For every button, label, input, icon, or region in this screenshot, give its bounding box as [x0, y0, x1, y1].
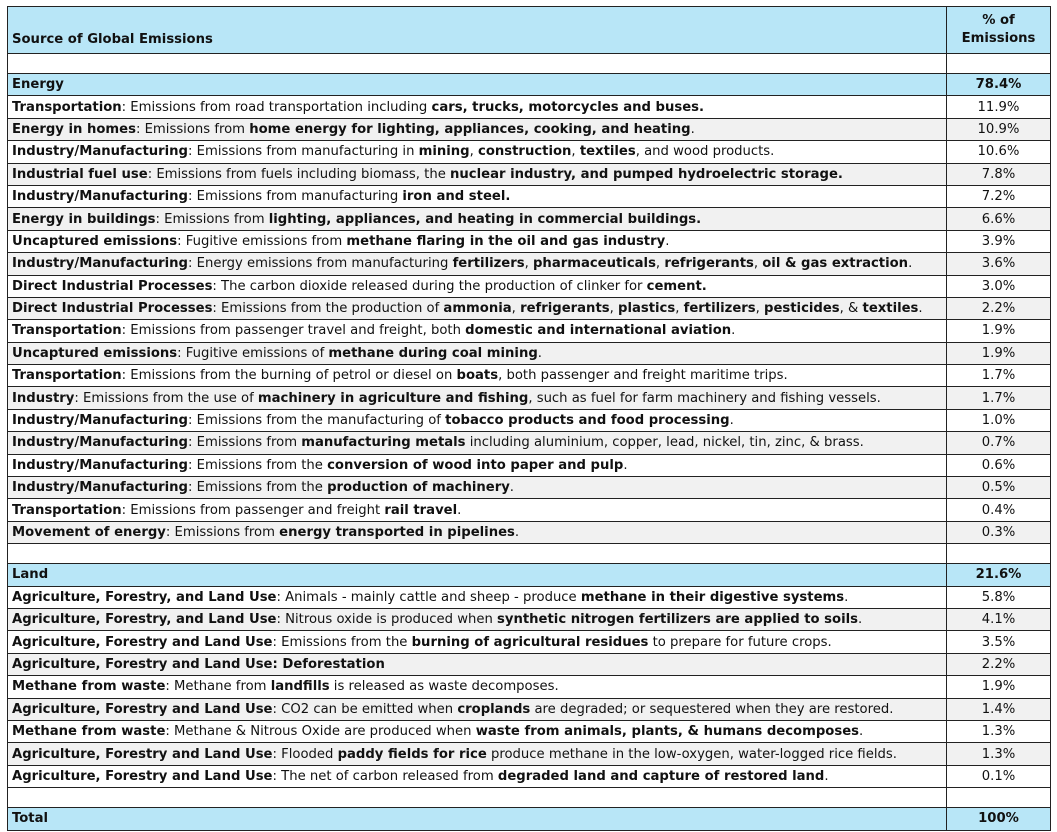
table-row	[8, 141, 1051, 163]
emission-percent-cell: 11.9%	[947, 96, 1051, 118]
emission-source-cell	[8, 698, 947, 720]
emission-source-cell	[8, 320, 947, 342]
total-value: 100%	[947, 808, 1051, 830]
source-text: , both passenger and freight maritime trips.	[498, 368, 788, 384]
source-bold-text: construction	[478, 144, 572, 160]
source-text: : Emissions from the	[188, 480, 328, 496]
table-row	[8, 521, 1051, 543]
source-bold-text: methane in their digestive systems	[580, 589, 845, 605]
source-bold-text: machinery in agriculture and fishing	[257, 390, 529, 406]
emission-source-cell	[8, 653, 947, 675]
table-row	[8, 253, 1051, 275]
emission-percent-cell: 1.9%	[947, 342, 1051, 364]
emission-source-cell	[8, 743, 947, 765]
source-text: , &	[839, 301, 863, 317]
total-row	[8, 808, 1051, 830]
emission-source-cell	[8, 141, 947, 163]
land-section-row	[8, 564, 1051, 586]
table-row	[8, 720, 1051, 742]
source-bold-text: Industry/Manufacturing	[12, 413, 188, 429]
source-bold-text: landfills	[270, 679, 330, 695]
source-text: : Methane from	[165, 679, 271, 695]
source-text: : Emissions from the	[272, 634, 412, 650]
source-text: : Animals - mainly cattle and sheep - produce	[276, 589, 581, 605]
source-bold-text: waste from animals, plants, & humans decomposes	[475, 724, 859, 740]
source-text: produce methane in the low-oxygen, water-logged rice fields.	[486, 746, 897, 762]
source-bold-text: mining	[418, 144, 470, 160]
source-bold-text: pharmaceuticals	[532, 256, 656, 272]
source-text: : Flooded	[272, 746, 338, 762]
source-text: : Emissions from the manufacturing of	[188, 413, 446, 429]
source-text: : Emissions from manufacturing in	[188, 144, 419, 160]
table-row	[8, 608, 1051, 630]
source-text: ,	[469, 144, 479, 160]
source-text: : Emissions from manufacturing	[188, 189, 403, 205]
source-bold-text: Industry/Manufacturing	[12, 144, 188, 160]
emission-source-cell	[8, 521, 947, 543]
source-text: ,	[524, 256, 533, 272]
source-bold-text: cars, trucks, motorcycles and buses.	[431, 99, 705, 115]
source-text: .	[857, 612, 863, 628]
source-bold-text: tobacco products and food processing	[445, 413, 730, 429]
source-bold-text: home energy for lighting, appliances, cooking, and heating	[249, 121, 691, 137]
source-text: : Energy emissions from manufacturing	[188, 256, 453, 272]
source-text: .	[729, 413, 734, 429]
emission-source-cell	[8, 499, 947, 521]
table-row	[8, 275, 1051, 297]
table-row	[8, 230, 1051, 252]
emission-source-cell	[8, 477, 947, 499]
source-bold-text: energy transported in pipelines	[279, 525, 515, 540]
source-bold-text: Energy in buildings	[12, 211, 156, 227]
energy-section-total: 78.4%	[947, 74, 1051, 96]
emission-percent-cell: 1.4%	[947, 698, 1051, 720]
emission-percent-cell: 4.1%	[947, 608, 1051, 630]
source-bold-text: refrigerants	[520, 301, 610, 317]
emission-percent-cell: 1.3%	[947, 743, 1051, 765]
source-bold-text: Direct Industrial Processes	[12, 278, 213, 294]
source-bold-text: Movement of energy	[12, 525, 166, 540]
emission-percent-cell: 1.3%	[947, 720, 1051, 742]
source-text: : CO2 can be emitted when	[272, 701, 458, 717]
source-bold-text: croplands	[457, 701, 531, 717]
emission-source-cell	[8, 297, 947, 319]
table-row	[8, 653, 1051, 675]
emission-percent-cell: 2.2%	[947, 653, 1051, 675]
source-bold-text: Transportation	[12, 502, 122, 518]
source-bold-text: methane flaring in the oil and gas industry	[346, 233, 666, 249]
table-row	[8, 118, 1051, 140]
emission-percent-cell: 6.6%	[947, 208, 1051, 230]
source-text: .	[623, 457, 628, 473]
source-bold-text: Methane from waste	[12, 724, 166, 740]
blank-row	[8, 544, 1051, 564]
source-text: : Emissions from	[155, 211, 269, 227]
source-bold-text: Industry/Manufacturing	[12, 256, 188, 272]
emission-percent-cell: 1.7%	[947, 365, 1051, 387]
source-bold-text: Agriculture, Forestry and Land Use	[12, 746, 273, 762]
source-bold-text: ammonia	[443, 301, 512, 317]
source-bold-text: Uncaptured emissions	[12, 345, 178, 361]
source-text: .	[665, 233, 670, 249]
source-bold-text: Methane from waste	[12, 679, 166, 695]
source-text: : Fugitive emissions from	[177, 233, 347, 249]
table-row	[8, 586, 1051, 608]
source-text: .	[824, 768, 829, 784]
source-bold-text: Agriculture, Forestry and Land Use	[12, 634, 273, 650]
source-bold-text: Transportation	[12, 323, 122, 339]
emissions-table	[7, 6, 1051, 831]
source-bold-text: textiles	[579, 144, 636, 160]
emission-source-cell	[8, 163, 947, 185]
emission-percent-cell: 3.6%	[947, 253, 1051, 275]
emission-source-cell	[8, 409, 947, 431]
source-text: ,	[571, 144, 580, 160]
table-row	[8, 432, 1051, 454]
source-text: ,	[675, 301, 684, 317]
emission-source-cell	[8, 454, 947, 476]
source-bold-text: pesticides	[764, 301, 840, 317]
source-text: : The net of carbon released from	[272, 768, 498, 784]
source-bold-text: textiles	[862, 301, 919, 317]
table-row	[8, 208, 1051, 230]
source-text: : Emissions from the	[188, 457, 328, 473]
table-row	[8, 342, 1051, 364]
source-text: : The carbon dioxide released during the production of clinker for	[212, 278, 647, 294]
source-text: : Emissions from passenger travel and freight, both	[121, 323, 466, 339]
emission-percent-cell: 1.9%	[947, 320, 1051, 342]
emission-source-cell	[8, 720, 947, 742]
source-bold-text: production of machinery	[327, 480, 510, 496]
source-bold-text: boats	[456, 368, 499, 384]
emission-source-cell	[8, 387, 947, 409]
emission-source-cell	[8, 342, 947, 364]
table-row	[8, 320, 1051, 342]
table-row	[8, 96, 1051, 118]
emission-percent-cell: 0.1%	[947, 765, 1051, 787]
source-bold-text: refrigerants	[664, 256, 754, 272]
emission-source-cell	[8, 275, 947, 297]
source-bold-text: fertilizers	[683, 301, 756, 317]
emission-source-cell	[8, 608, 947, 630]
source-text: : Methane & Nitrous Oxide are produced when	[165, 724, 476, 740]
emission-percent-cell: 7.8%	[947, 163, 1051, 185]
emission-source-cell	[8, 230, 947, 252]
emission-source-cell	[8, 118, 947, 140]
source-text: .	[908, 256, 913, 272]
source-bold-text: methane during coal mining	[328, 345, 538, 361]
source-bold-text: Industry/Manufacturing	[12, 457, 188, 473]
table-row	[8, 387, 1051, 409]
source-text: to prepare for future crops.	[648, 634, 832, 650]
source-column-header: Source of Global Emissions	[8, 7, 947, 54]
emission-percent-cell: 5.8%	[947, 586, 1051, 608]
source-text: .	[844, 589, 849, 605]
source-text: : Emissions from	[188, 435, 302, 451]
source-bold-text: rail travel	[384, 502, 458, 518]
emission-source-cell	[8, 208, 947, 230]
source-text: .	[537, 345, 542, 361]
emission-source-cell	[8, 253, 947, 275]
source-text: including aluminium, copper, lead, nickel, tin, zinc, & brass.	[465, 435, 864, 451]
source-bold-text: domestic and international aviation	[465, 323, 732, 339]
table-row	[8, 631, 1051, 653]
source-text: ,	[753, 256, 763, 272]
emission-percent-cell: 3.0%	[947, 275, 1051, 297]
source-bold-text: Transportation	[12, 99, 122, 115]
source-bold-text: Agriculture, Forestry and Land Use: Deforestation	[12, 656, 385, 672]
table-row	[8, 365, 1051, 387]
source-text: ,	[755, 301, 765, 317]
source-bold-text: Transportation	[12, 368, 122, 384]
land-section-label: Land	[8, 564, 947, 586]
table-row	[8, 297, 1051, 319]
source-bold-text: oil & gas extraction	[762, 256, 909, 272]
source-text: .	[514, 525, 520, 540]
emission-source-cell	[8, 586, 947, 608]
source-text: is released as waste decomposes.	[329, 679, 559, 695]
emission-percent-cell: 7.2%	[947, 185, 1051, 207]
emission-source-cell	[8, 676, 947, 698]
emission-percent-cell: 0.6%	[947, 454, 1051, 476]
source-text: .	[918, 301, 923, 317]
table-row	[8, 477, 1051, 499]
table-row	[8, 185, 1051, 207]
table-row	[8, 743, 1051, 765]
emission-percent-cell: 0.5%	[947, 477, 1051, 499]
source-text: ,	[511, 301, 521, 317]
emission-percent-cell: 1.0%	[947, 409, 1051, 431]
source-bold-text: plastics	[618, 301, 676, 317]
emission-source-cell	[8, 185, 947, 207]
table-row	[8, 499, 1051, 521]
source-text: : Emissions from road transportation including	[121, 99, 432, 115]
source-text: .	[690, 121, 695, 137]
emission-percent-cell: 3.5%	[947, 631, 1051, 653]
source-text: ,	[655, 256, 665, 272]
source-bold-text: synthetic nitrogen fertilizers are applied to soils	[497, 612, 858, 628]
total-label: Total	[8, 808, 947, 830]
source-bold-text: Industry/Manufacturing	[12, 189, 188, 205]
percent-column-header	[947, 7, 1051, 54]
emission-source-cell	[8, 96, 947, 118]
source-text: are degraded; or sequestered when they are restored.	[530, 701, 894, 717]
table-row	[8, 676, 1051, 698]
emission-percent-cell: 1.9%	[947, 676, 1051, 698]
source-text: : Emissions from fuels including biomass, the	[147, 166, 451, 182]
blank-row	[8, 788, 1051, 808]
table-row	[8, 454, 1051, 476]
emission-percent-cell: 10.9%	[947, 118, 1051, 140]
source-bold-text: nuclear industry, and pumped hydroelectric storage.	[450, 166, 843, 182]
source-bold-text: Industry/Manufacturing	[12, 480, 188, 496]
source-text: : Emissions from	[135, 121, 250, 137]
emission-percent-cell: 10.6%	[947, 141, 1051, 163]
source-text: ,	[609, 301, 618, 317]
source-text: : Nitrous oxide is produced when	[276, 612, 498, 628]
table-row	[8, 409, 1051, 431]
source-bold-text: Agriculture, Forestry, and Land Use	[12, 612, 277, 628]
source-text: : Fugitive emissions of	[177, 345, 329, 361]
table-row	[8, 163, 1051, 185]
source-bold-text: paddy fields for rice	[337, 746, 487, 762]
emission-source-cell	[8, 631, 947, 653]
source-text: .	[859, 724, 864, 740]
source-text: : Emissions from the use of	[74, 390, 258, 406]
source-text: , and wood products.	[635, 144, 775, 160]
emission-source-cell	[8, 765, 947, 787]
land-section-total: 21.6%	[947, 564, 1051, 586]
table-row	[8, 765, 1051, 787]
blank-row	[8, 54, 1051, 74]
source-bold-text: Industry	[12, 390, 75, 406]
energy-section-row	[8, 74, 1051, 96]
source-text: : Emissions from passenger and freight	[121, 502, 385, 518]
percent-header-line2: Emissions	[961, 31, 1036, 46]
source-bold-text: iron and steel.	[402, 189, 511, 205]
source-bold-text: manufacturing metals	[301, 435, 466, 451]
emission-percent-cell: 3.9%	[947, 230, 1051, 252]
source-text: .	[509, 480, 514, 496]
source-text: : Emissions from the burning of petrol or diesel on	[121, 368, 457, 384]
emission-source-cell	[8, 365, 947, 387]
source-bold-text: cement.	[646, 278, 707, 294]
source-text: .	[457, 502, 462, 518]
source-bold-text: Agriculture, Forestry, and Land Use	[12, 589, 277, 605]
source-text: : Emissions from	[165, 525, 280, 540]
emission-percent-cell: 1.7%	[947, 387, 1051, 409]
source-bold-text: Agriculture, Forestry and Land Use	[12, 768, 273, 784]
percent-header-line1: % of	[982, 13, 1015, 28]
source-bold-text: Agriculture, Forestry and Land Use	[12, 701, 273, 717]
emission-percent-cell: 0.7%	[947, 432, 1051, 454]
source-bold-text: Energy in homes	[12, 121, 136, 137]
table-row	[8, 698, 1051, 720]
emission-percent-cell: 0.4%	[947, 499, 1051, 521]
source-bold-text: Uncaptured emissions	[12, 233, 178, 249]
emission-percent-cell: 0.3%	[947, 521, 1051, 543]
source-text: , such as fuel for farm machinery and fishing vessels.	[528, 390, 881, 406]
source-bold-text: lighting, appliances, and heating in commercial buildings.	[268, 211, 702, 227]
source-bold-text: fertilizers	[452, 256, 525, 272]
emission-percent-cell: 2.2%	[947, 297, 1051, 319]
source-bold-text: burning of agricultural residues	[411, 634, 649, 650]
source-bold-text: Industry/Manufacturing	[12, 435, 188, 451]
source-bold-text: degraded land and capture of restored land	[497, 768, 825, 784]
table-header-row	[8, 7, 1051, 54]
emission-source-cell	[8, 432, 947, 454]
source-bold-text: Industrial fuel use	[12, 166, 148, 182]
source-bold-text: Direct Industrial Processes	[12, 301, 213, 317]
source-text: : Emissions from the production of	[212, 301, 444, 317]
source-bold-text: conversion of wood into paper and pulp	[327, 457, 624, 473]
source-text: .	[731, 323, 736, 339]
energy-section-label: Energy	[8, 74, 947, 96]
